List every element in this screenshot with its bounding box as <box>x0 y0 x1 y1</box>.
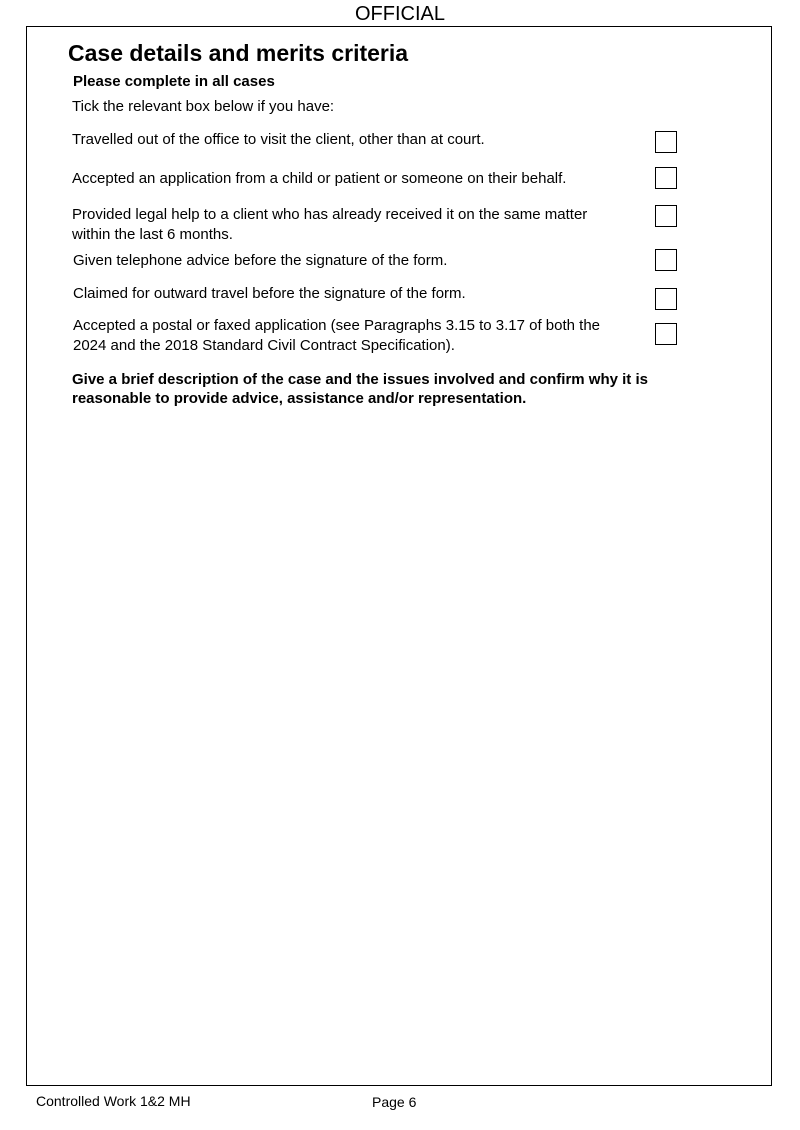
item-label-repeat-legal-help: Provided legal help to a client who has already received it on the same matter within the last 6 months. <box>72 206 588 243</box>
item-label-travelled: Travelled out of the office to visit the client, other than at court. <box>72 131 485 148</box>
footer-form-name: Controlled Work 1&2 MH <box>36 1093 191 1109</box>
classification-label: OFFICIAL <box>354 3 445 25</box>
checkbox-outward-travel[interactable] <box>655 288 677 310</box>
checkbox-telephone-advice[interactable] <box>655 249 677 271</box>
footer-page-number: Page 6 <box>372 1094 417 1110</box>
checkbox-postal-application[interactable] <box>655 323 677 345</box>
item-label-postal-application: Accepted a postal or faxed application (see Paragraphs 3.15 to 3.17 of both the 2024 and the 2018 Standard Civil Contract Specification). <box>73 317 601 354</box>
checkbox-repeat-legal-help[interactable] <box>655 205 677 227</box>
tick-instruction: Tick the relevant box below if you have: <box>72 98 335 115</box>
case-description-prompt: Give a brief description of the case and the issues involved and confirm why it is reasonable to provide advice, assistance and/or representation. <box>72 371 648 407</box>
item-label-telephone-advice: Given telephone advice before the signature of the form. <box>73 252 448 269</box>
checkbox-travelled[interactable] <box>655 131 677 153</box>
item-label-child-patient: Accepted an application from a child or patient or someone on their behalf. <box>72 170 567 187</box>
case-description-field[interactable] <box>72 412 752 1072</box>
item-label-outward-travel: Claimed for outward travel before the signature of the form. <box>73 285 466 302</box>
section-subtitle: Please complete in all cases <box>73 73 275 90</box>
section-title: Case details and merits criteria <box>68 40 409 66</box>
checkbox-child-patient[interactable] <box>655 167 677 189</box>
